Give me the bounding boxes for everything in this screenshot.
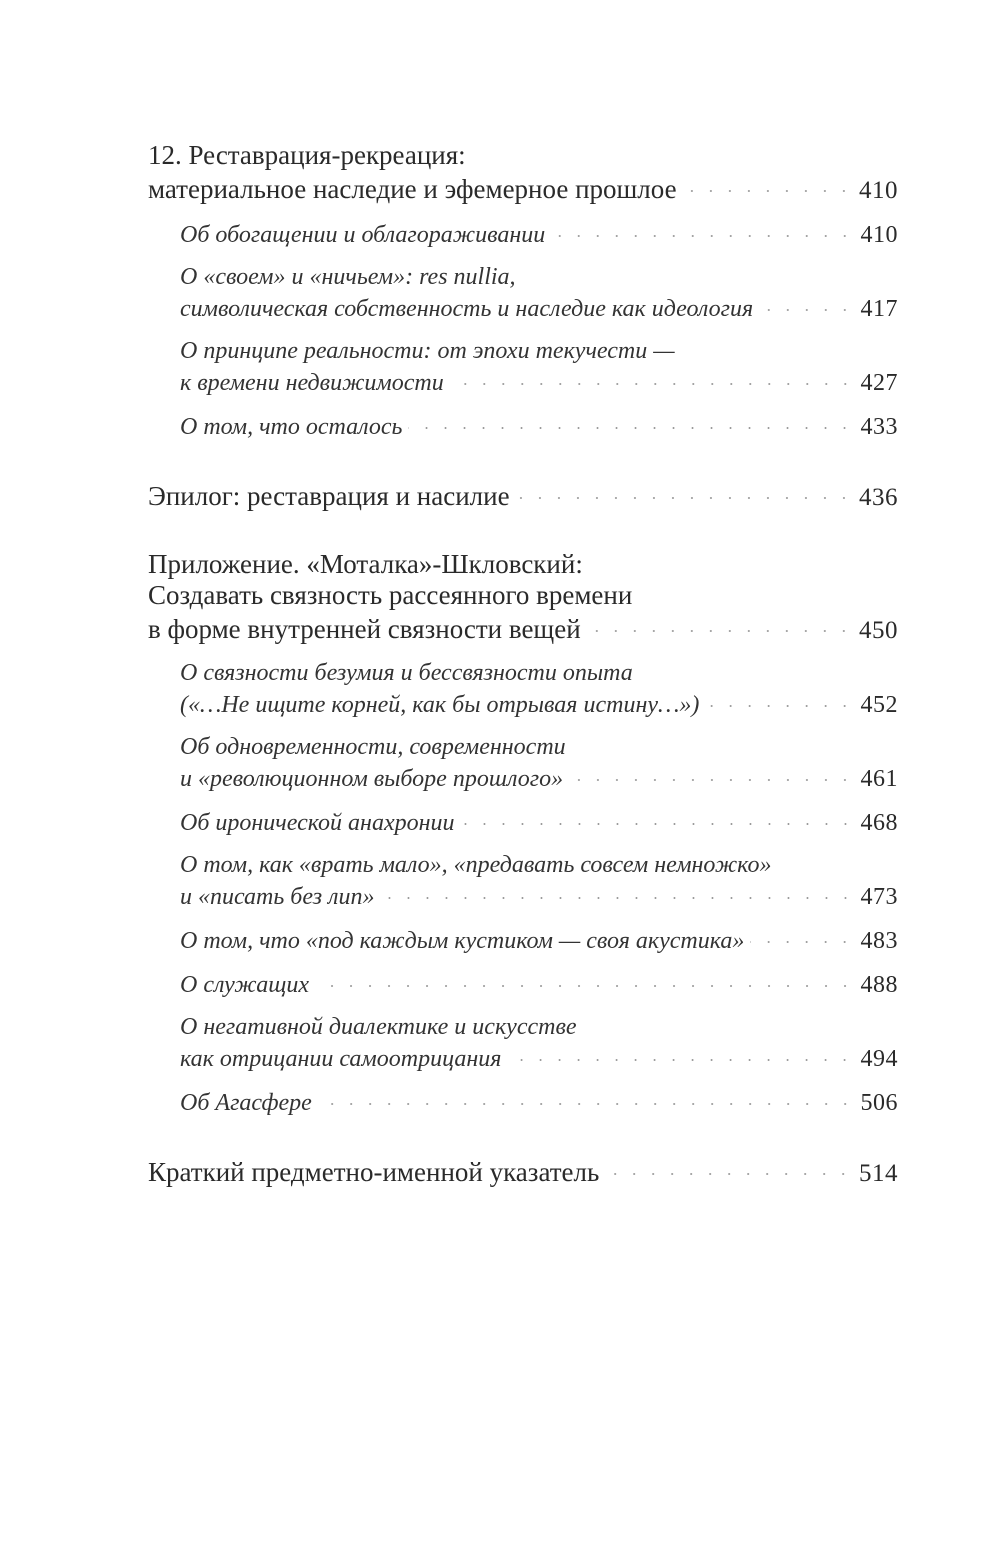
entry-line — [180, 806, 898, 838]
entry-line — [180, 924, 898, 956]
toc-subentry[interactable] — [148, 850, 898, 912]
entry-line — [148, 140, 898, 171]
entry-line — [180, 262, 898, 292]
entry-title-line: материальное наследие и эфемерное прошлое — [148, 174, 677, 204]
table-of-contents — [148, 140, 898, 1189]
entry-line — [180, 1012, 898, 1042]
entry-line — [180, 366, 898, 398]
page-number: 452 — [860, 692, 898, 718]
entry-title-line: О принципе реальности: от эпохи текучести — — [180, 338, 675, 364]
dot-leader — [318, 1086, 855, 1110]
entry-title-line: О служащих — [180, 972, 309, 998]
entry-line — [148, 580, 898, 611]
entry-line — [180, 688, 898, 720]
entry-line — [180, 850, 898, 880]
toc-subentry[interactable] — [148, 1012, 898, 1074]
dot-leader — [705, 688, 854, 712]
toc-subentry[interactable] — [148, 262, 898, 324]
toc-subentry[interactable] — [148, 924, 898, 956]
entry-line — [180, 880, 898, 912]
entry-title-line: Приложение. «Моталка»-Шкловский: — [148, 549, 583, 579]
toc-subentry[interactable] — [148, 218, 898, 250]
page-number: 494 — [860, 1046, 898, 1072]
dot-leader — [461, 806, 855, 830]
dot-leader — [315, 968, 855, 992]
dot-leader — [759, 292, 854, 316]
toc-entry-epilogue[interactable] — [148, 478, 898, 513]
entry-title-line: и «писать без лип» — [180, 884, 375, 910]
entry-line — [180, 1042, 898, 1074]
entry-title-line: О том, что «под каждым кустиком — своя акустика» — [180, 928, 745, 954]
toc-subentry[interactable] — [148, 806, 898, 838]
toc-subentry[interactable] — [148, 968, 898, 1000]
page-number: 417 — [860, 296, 898, 322]
page-number: 506 — [860, 1090, 898, 1116]
entry-title-line: Краткий предметно-именной указатель — [148, 1157, 600, 1187]
page-number: 488 — [860, 972, 898, 998]
toc-entry-index[interactable] — [148, 1154, 898, 1189]
entry-title-line: О «своем» и «ничьем»: res nullia, — [180, 264, 516, 290]
entry-title-line: к времени недвижимости — [180, 370, 444, 396]
dot-leader — [381, 880, 855, 904]
toc-subentry[interactable] — [148, 732, 898, 794]
entry-line — [180, 410, 898, 442]
entry-line — [148, 478, 898, 513]
page-number: 436 — [859, 484, 898, 511]
entry-line — [180, 336, 898, 366]
entry-title-line: символическая собственность и наследие как идеология — [180, 296, 754, 322]
entry-title-line: Эпилог: реставрация и насилие — [148, 481, 510, 511]
entry-title-line: О том, как «врать мало», «предавать совсем немножко» — [180, 852, 772, 878]
dot-leader — [450, 366, 855, 390]
entry-title-line: Об Агасфере — [180, 1090, 312, 1116]
entry-title-line: Создавать связность рассеянного времени — [148, 580, 633, 610]
entry-title-line: в форме внутренней связности вещей — [148, 614, 581, 644]
entry-line — [148, 549, 898, 580]
entry-title-line: 12. Реставрация-рекреация: — [148, 140, 466, 170]
toc-subentry[interactable] — [148, 658, 898, 720]
entry-title-line: как отрицании самоотрицания — [180, 1046, 502, 1072]
dot-leader — [587, 611, 853, 638]
entry-title-line: О негативной диалектике и искусстве — [180, 1014, 577, 1040]
page-number: 514 — [859, 1160, 898, 1187]
entry-line — [180, 762, 898, 794]
entry-title-line: Об обогащении и облагораживании — [180, 222, 546, 248]
entry-line — [180, 292, 898, 324]
toc-subentry[interactable] — [148, 1086, 898, 1118]
page-number: 433 — [860, 414, 898, 440]
entry-line — [148, 611, 898, 646]
dot-leader — [750, 924, 854, 948]
entry-line — [180, 658, 898, 688]
dot-leader — [683, 171, 853, 198]
page-number: 427 — [860, 370, 898, 396]
dot-leader — [551, 218, 854, 242]
page-number: 473 — [860, 884, 898, 910]
entry-line — [180, 968, 898, 1000]
entry-line — [148, 171, 898, 206]
entry-line — [180, 1086, 898, 1118]
page-number: 410 — [859, 177, 898, 204]
dot-leader — [605, 1154, 853, 1181]
dot-leader — [408, 410, 854, 434]
toc-entry-chapter-12[interactable] — [148, 140, 898, 206]
entry-title-line: и «революционном выборе прошлого» — [180, 766, 564, 792]
entry-line — [148, 1154, 898, 1189]
dot-leader — [516, 478, 853, 505]
entry-title-line: Об одновременности, современности — [180, 734, 566, 760]
dot-leader — [507, 1042, 854, 1066]
toc-subentry[interactable] — [148, 410, 898, 442]
page-number: 468 — [860, 810, 898, 836]
entry-title-line: («…Не ищите корней, как бы отрывая истину…») — [180, 692, 700, 718]
page-number: 410 — [860, 222, 898, 248]
toc-subentry[interactable] — [148, 336, 898, 398]
entry-title-line: О том, что осталось — [180, 414, 403, 440]
page-number: 450 — [859, 617, 898, 644]
dot-leader — [569, 762, 854, 786]
entry-title-line: Об иронической анахронии — [180, 810, 455, 836]
page-number: 483 — [860, 928, 898, 954]
toc-entry-appendix[interactable] — [148, 549, 898, 646]
page-number: 461 — [860, 766, 898, 792]
entry-line — [180, 732, 898, 762]
entry-title-line: О связности безумия и бессвязности опыта — [180, 660, 633, 686]
entry-line — [180, 218, 898, 250]
